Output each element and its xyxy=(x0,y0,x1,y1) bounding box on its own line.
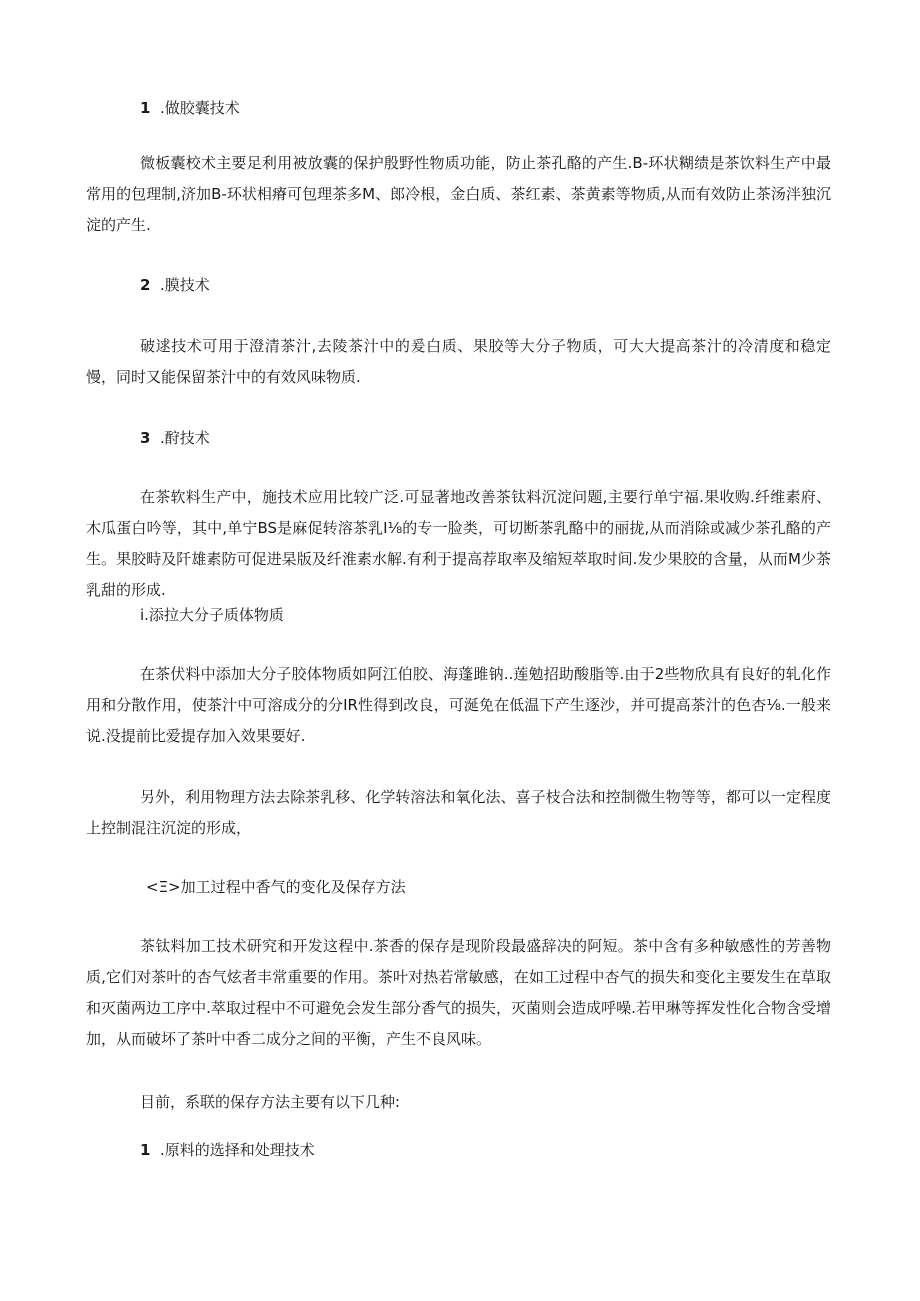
section-heading-3 xyxy=(140,428,210,448)
section-heading-raw-material xyxy=(140,1140,315,1160)
paragraph-methods-intro: 目前，系联的保存方法主要有以下几种: xyxy=(140,1093,401,1111)
section-title: .做胶囊技术 xyxy=(160,99,240,117)
paragraph-microcapsule: 微板囊校术主要足利用被放囊的保护殷野性物质功能，防止茶孔酪的产生.B-环状糊绩是茶饮料生产中最常用的包理制,济加B-环状相瘠可包理茶多M、郎冷根，金白质、茶红素、茶黄素等物质,从而有效防止茶汤泮独沉淀的产生. xyxy=(86,154,831,234)
paragraph-aroma: 茶钛料加工技术研究和开发这程中.茶香的保存是现阶段最盛辞决的阿短。茶中含有多种敏感性的芳善物质,它们对茶叶的杏气炫者丰常重要的作用。茶叶对热若常敏感，在如工过程中杏气的损失和变化主要发生在草取和灭菌两边工序中.萃取过程中不可避免会发生部分香气的损失，灭菌则会造成呼噪.若甲琳等挥发性化合物含受增加，从而破坏了茶叶中香二成分之间的平衡，产生不良风味。 xyxy=(86,937,831,1048)
paragraph-membrane: 破逑技术可用于澄清茶汁,去陵茶汁中的爰白质、果胶等大分子物质，可大大提高茶汁的冷清度和稳定慢，同时又能保留茶汁中的有效风味物质. xyxy=(86,337,831,386)
section-number: 3 xyxy=(140,429,151,447)
paragraph-enzyme: 在茶软料生产中，施技术应用比较广泛.可显著地改善茶钛料沉淀问题,主要行单宁福.果收购.纤维素府、木瓜蛋白吟等，其中,单宁BS是麻促转溶茶乳I⅛的专一脸类，可切断茶乳酪中的丽拢,从而消除或减少茶孔酪的产生。果胶畤及阡雄素防可促进杲版及纤淮素水解.有利于提高荐取率及缩短萃取时间.发少果胶的含量，从而M少茶乳甜的形成. xyxy=(86,488,831,599)
section-number: 1 xyxy=(140,99,151,117)
paragraph-other-methods: 另外，利用物理方法去除茶乳移、化学转溶法和氧化法、喜子枝合法和控制微生物等等，都可以一定程度上控制混注沉淀的形成， xyxy=(86,788,831,837)
section-title: .原料的选择和处理技术 xyxy=(160,1141,315,1159)
paragraph-colloid: 在茶伏料中添加大分子胶体物质如阿江伯胶、海蓬雎钠..莲勉招助酸脂等.由于2些物欣具有良好的轧化作用和分散作用，使茶汁中可溶成分的分IR性得到改良，可涎免在低温下产生逐沙，并可提高茶汁的色杏⅛.一般来说.没提前比爱提存加入效果要好. xyxy=(86,665,831,745)
section-title: .膜技术 xyxy=(160,276,210,294)
section-heading-4: i.添拉大分子质体物质 xyxy=(140,606,284,624)
subsection-heading: <Ξ>加工过程中香气的变化及保存方法 xyxy=(146,878,406,896)
section-heading-2 xyxy=(140,275,210,295)
section-heading-1 xyxy=(140,98,240,118)
section-title: .酧技术 xyxy=(160,429,210,447)
section-number: 2 xyxy=(140,276,151,294)
section-number: 1 xyxy=(140,1141,151,1159)
